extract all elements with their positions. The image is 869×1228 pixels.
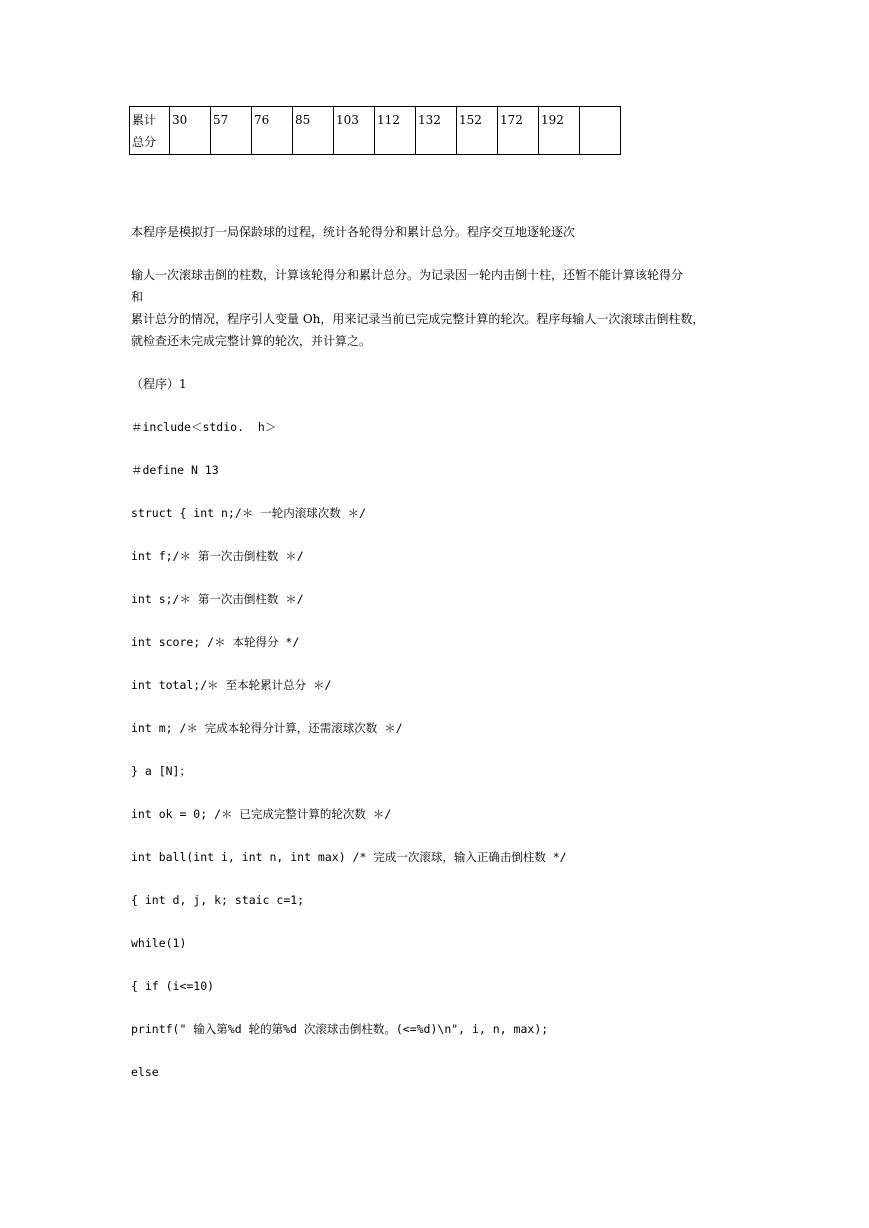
row-label-text: 累计 总分	[132, 113, 157, 149]
score-value: 112	[377, 113, 400, 127]
score-value: 192	[541, 113, 564, 127]
score-cell	[498, 107, 539, 155]
code-line: struct { int n;/＊ 一轮内滚球次数 ＊/	[131, 506, 367, 520]
code-line: ＃include＜stdio. h＞	[131, 420, 277, 434]
score-cell	[539, 107, 580, 155]
row-label	[130, 107, 170, 155]
code-line: int ok = 0; /＊ 已完成完整计算的轮次数 ＊/	[131, 807, 392, 821]
code-line: else	[131, 1065, 159, 1079]
code-line: int m; /＊ 完成本轮得分计算，还需滚球次数 ＊/	[131, 721, 403, 735]
cumulative-score-table	[129, 106, 621, 155]
program-label: （程序）1	[131, 377, 187, 391]
description-paragraph: 输人一次滚球击倒的柱数，计算该轮得分和累计总分。为记录因一轮内击倒十柱，还暂不能计算该轮得分 和 累计总分的情况，程序引人变量 Oh，用来记录当前已完成完整计算的轮次。程序每输人一次滚球击倒柱数， 就检查还未完成完整计算的轮次，并计算之。	[131, 268, 705, 348]
code-line: int score; /＊ 本轮得分 *∕	[131, 635, 300, 649]
score-cell	[334, 107, 375, 155]
description-paragraph: 本程序是模拟打一局保龄球的过程，统计各轮得分和累计总分。程序交互地逐轮逐次	[131, 225, 576, 239]
score-cell	[170, 107, 211, 155]
score-value: 85	[295, 113, 311, 127]
code-line: int total;/＊ 至本轮累计总分 ＊/	[131, 678, 332, 692]
score-value: 132	[418, 113, 441, 127]
score-cell	[416, 107, 457, 155]
score-value: 152	[459, 113, 482, 127]
code-line: } a [N]；	[131, 764, 191, 778]
code-line: int f;/＊ 第一次击倒柱数 ＊/	[131, 549, 304, 563]
code-line: int s;/＊ 第一次击倒柱数 ＊/	[131, 592, 304, 606]
score-value: 103	[336, 113, 359, 127]
score-cell	[293, 107, 334, 155]
code-line: int ball(int i, int n, int max) /* 完成一次滚球，输入正确击倒柱数 *∕	[131, 850, 567, 864]
score-cell	[211, 107, 252, 155]
table-row	[130, 107, 621, 155]
code-line: { if (i<=10)	[131, 979, 215, 993]
score-cell	[252, 107, 293, 155]
score-value: 172	[500, 113, 523, 127]
score-value: 30	[172, 113, 188, 127]
code-line: { int d, j, k; staic c=1;	[131, 893, 305, 907]
score-cell	[457, 107, 498, 155]
document-body	[131, 221, 761, 1105]
code-line: ＃define N 13	[131, 463, 219, 477]
score-cell-empty	[580, 107, 621, 155]
score-cell	[375, 107, 416, 155]
score-value: 57	[213, 113, 229, 127]
code-line: while(1)	[131, 936, 187, 950]
code-line: printf(" 输入第%d 轮的第%d 次滚球击倒柱数。(<=%d)\n", i, n, max);	[131, 1022, 549, 1036]
code-block	[131, 417, 761, 1083]
score-value: 76	[254, 113, 270, 127]
